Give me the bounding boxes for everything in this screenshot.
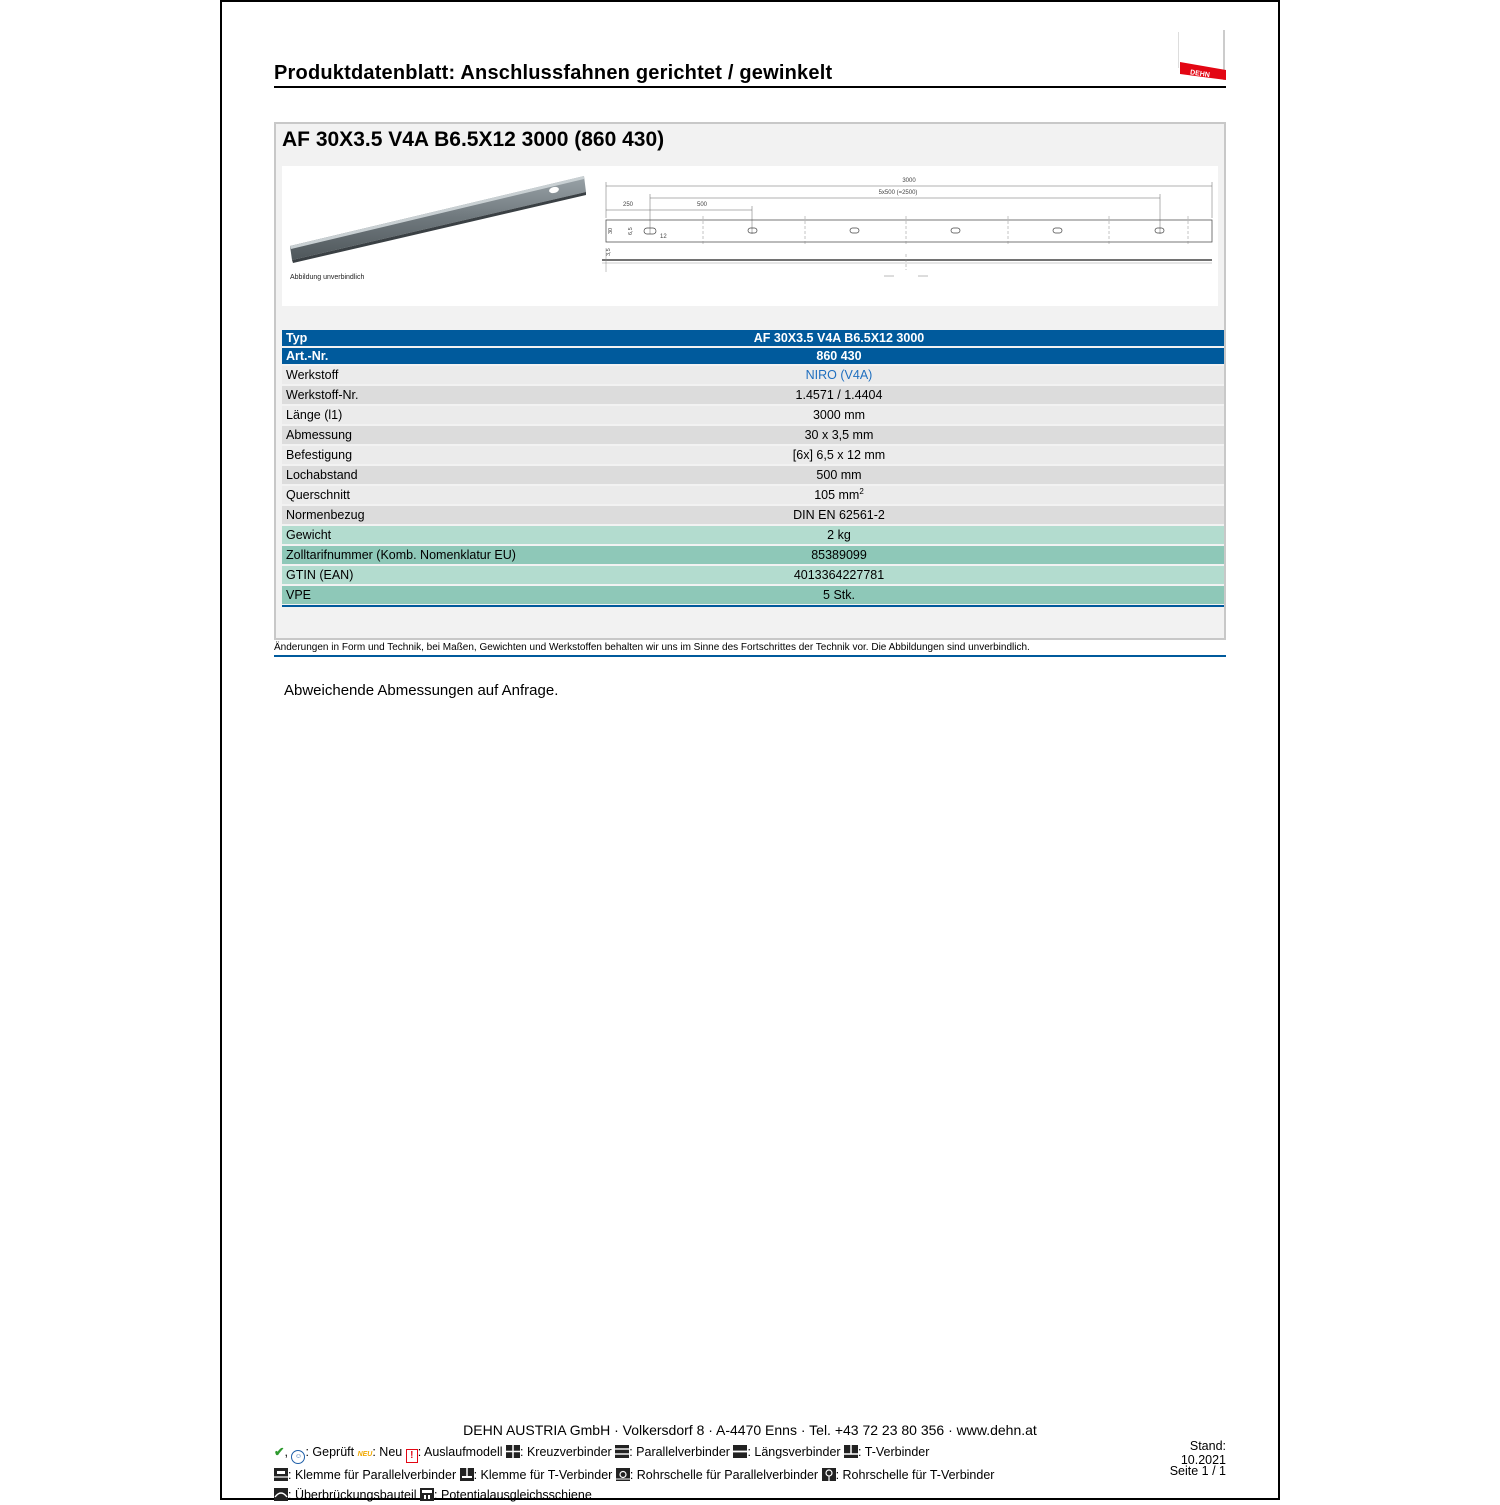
pipe-clamp-t-icon xyxy=(822,1468,836,1481)
revision-date: Stand: 10.2021 xyxy=(1180,1439,1226,1467)
table-row xyxy=(282,466,1224,484)
dim-overall: 3000 xyxy=(902,178,916,184)
row-value-text: 4013364227781 xyxy=(793,568,885,582)
legend-parallel: : Parallelverbinder xyxy=(629,1445,730,1459)
svg-text:DEHN: DEHN xyxy=(1189,69,1211,80)
availability-note: Abweichende Abmessungen auf Anfrage. xyxy=(284,682,559,699)
pipe-clamp-parallel-icon xyxy=(616,1468,630,1481)
row-value[interactable] xyxy=(590,366,1224,384)
legend-clamp-t: : Klemme für T-Verbinder xyxy=(473,1468,613,1482)
table-row xyxy=(282,386,1224,404)
longitudinal-connector-icon xyxy=(733,1445,747,1458)
row-label: VPE xyxy=(282,586,590,604)
header-label: Art.-Nr. xyxy=(282,348,590,364)
legend-t: : T-Verbinder xyxy=(858,1445,930,1459)
row-value xyxy=(590,566,1224,584)
check-icon: ✔ xyxy=(274,1445,285,1459)
table-row xyxy=(282,546,1224,564)
row-value-text: 2 kg xyxy=(827,528,851,542)
row-label: Werkstoff-Nr. xyxy=(282,386,590,404)
dim-pitch: 500 xyxy=(696,202,708,208)
legend-longitudinal: : Längsverbinder xyxy=(747,1445,841,1459)
table-row xyxy=(282,526,1224,544)
new-badge-icon: NEU xyxy=(357,1451,373,1458)
row-value xyxy=(590,466,1224,484)
page-number: Seite 1 / 1 xyxy=(1169,1464,1226,1478)
row-value-text: 85389099 xyxy=(811,548,867,562)
dim-spacing-total: 5x500 (=2500) xyxy=(878,190,918,196)
datasheet-page xyxy=(220,0,1280,1500)
footer-company: DEHN AUSTRIA GmbH · Volkersdorf 8 · A-4470 Enns · Tel. +43 72 23 80 356 · www.dehn.at xyxy=(463,1422,1037,1438)
legend-separator: , xyxy=(284,1445,288,1459)
table-row xyxy=(282,486,1224,504)
row-value xyxy=(590,426,1224,444)
header-value: AF 30X3.5 V4A B6.5X12 3000 xyxy=(590,330,1224,346)
row-value-text: 1.4571 / 1.4404 xyxy=(795,388,883,402)
legend-new: : Neu xyxy=(372,1445,403,1459)
row-value-text: 500 mm xyxy=(816,468,862,482)
cross-connector-icon xyxy=(506,1445,520,1458)
dim-hole: 6,5 xyxy=(628,227,634,235)
table-row xyxy=(282,566,1224,584)
row-value-text: 105 mm xyxy=(814,488,860,503)
row-value xyxy=(590,526,1224,544)
legend-clamp-parallel: : Klemme für Parallelverbinder xyxy=(288,1468,457,1482)
table-row xyxy=(282,366,1224,384)
row-label: Abmessung xyxy=(282,426,590,444)
technical-drawing xyxy=(598,172,1218,282)
bridging-component-icon xyxy=(274,1488,288,1501)
product-photo xyxy=(288,170,588,270)
t-connector-icon xyxy=(844,1445,858,1458)
photo-caption: Abbildung unverbindlich xyxy=(290,274,365,281)
row-label: Normenbezug xyxy=(282,506,590,524)
table-row xyxy=(282,506,1224,524)
dim-slot: 12 xyxy=(660,234,667,240)
table-header-row xyxy=(282,348,1224,364)
spec-table xyxy=(282,328,1224,606)
legend-cross: : Kreuzverbinder xyxy=(520,1445,612,1459)
row-value xyxy=(590,506,1224,524)
row-label: Querschnitt xyxy=(282,486,590,504)
clamp-parallel-icon xyxy=(274,1468,288,1481)
table-header-row xyxy=(282,330,1224,346)
equipotential-bar-icon xyxy=(420,1488,434,1501)
legend-equipotential: : Potentialausgleichsschiene xyxy=(434,1488,592,1502)
header-rule xyxy=(274,86,1226,88)
row-value-superscript: 2 xyxy=(859,487,864,497)
row-value xyxy=(590,386,1224,404)
page-title: Produktdatenblatt: Anschlussfahnen gerichtet / gewinkelt xyxy=(274,62,833,84)
row-label: Befestigung xyxy=(282,446,590,464)
legend-pipe-parallel: : Rohrschelle für Parallelverbinder xyxy=(629,1468,819,1482)
row-label: Zolltarifnummer (Komb. Nomenklatur EU) xyxy=(282,546,590,564)
discontinued-icon: ! xyxy=(406,1449,418,1463)
row-value-text: DIN EN 62561-2 xyxy=(793,508,885,522)
row-label: Werkstoff xyxy=(282,366,590,384)
symbol-legend xyxy=(274,1442,1074,1505)
row-value xyxy=(590,446,1224,464)
table-row xyxy=(282,426,1224,444)
row-label: Lochabstand xyxy=(282,466,590,484)
disclaimer: Änderungen in Form und Technik, bei Maßen, Gewichten und Werkstoffen behalten wir uns im Sinne des Fortschrittes der Technik vor. Die Abbildungen sind unverbindlich. xyxy=(274,642,1030,653)
table-row xyxy=(282,406,1224,424)
legend-discontinued: : Auslaufmodell xyxy=(417,1445,503,1459)
row-label: Gewicht xyxy=(282,526,590,544)
dim-thickness: 3,5 xyxy=(606,248,612,256)
table-row xyxy=(282,586,1224,604)
row-value-text: NIRO (V4A) xyxy=(805,368,873,382)
row-value-text: 3000 mm xyxy=(812,408,866,422)
parallel-connector-icon xyxy=(615,1445,629,1458)
legend-bridging: : Überbrückungsbauteil xyxy=(288,1488,417,1502)
dehn-logo xyxy=(1178,30,1226,80)
approval-mark-icon: ☺ xyxy=(291,1450,305,1464)
dim-first: 250 xyxy=(622,202,634,208)
image-area xyxy=(282,166,1218,306)
product-title: AF 30X3.5 V4A B6.5X12 3000 (860 430) xyxy=(282,128,665,151)
row-value xyxy=(590,486,1224,504)
row-label: GTIN (EAN) xyxy=(282,566,590,584)
row-value xyxy=(590,546,1224,564)
legend-pipe-t: : Rohrschelle für T-Verbinder xyxy=(835,1468,995,1482)
header-value: 860 430 xyxy=(590,348,1224,364)
product-box xyxy=(274,122,1226,640)
header-label: Typ xyxy=(282,330,590,346)
table-bottom-rule xyxy=(282,605,1224,607)
legend-checked: : Geprüft xyxy=(305,1445,355,1459)
dim-width: 30 xyxy=(608,227,614,234)
row-label: Länge (l1) xyxy=(282,406,590,424)
row-value-text: 30 x 3,5 mm xyxy=(804,428,874,442)
clamp-t-icon xyxy=(460,1468,474,1481)
row-value-text: 5 Stk. xyxy=(823,588,855,602)
row-value xyxy=(590,586,1224,604)
row-value-text: [6x] 6,5 x 12 mm xyxy=(792,448,886,462)
disclaimer-rule xyxy=(274,655,1226,657)
row-value xyxy=(590,406,1224,424)
table-row xyxy=(282,446,1224,464)
